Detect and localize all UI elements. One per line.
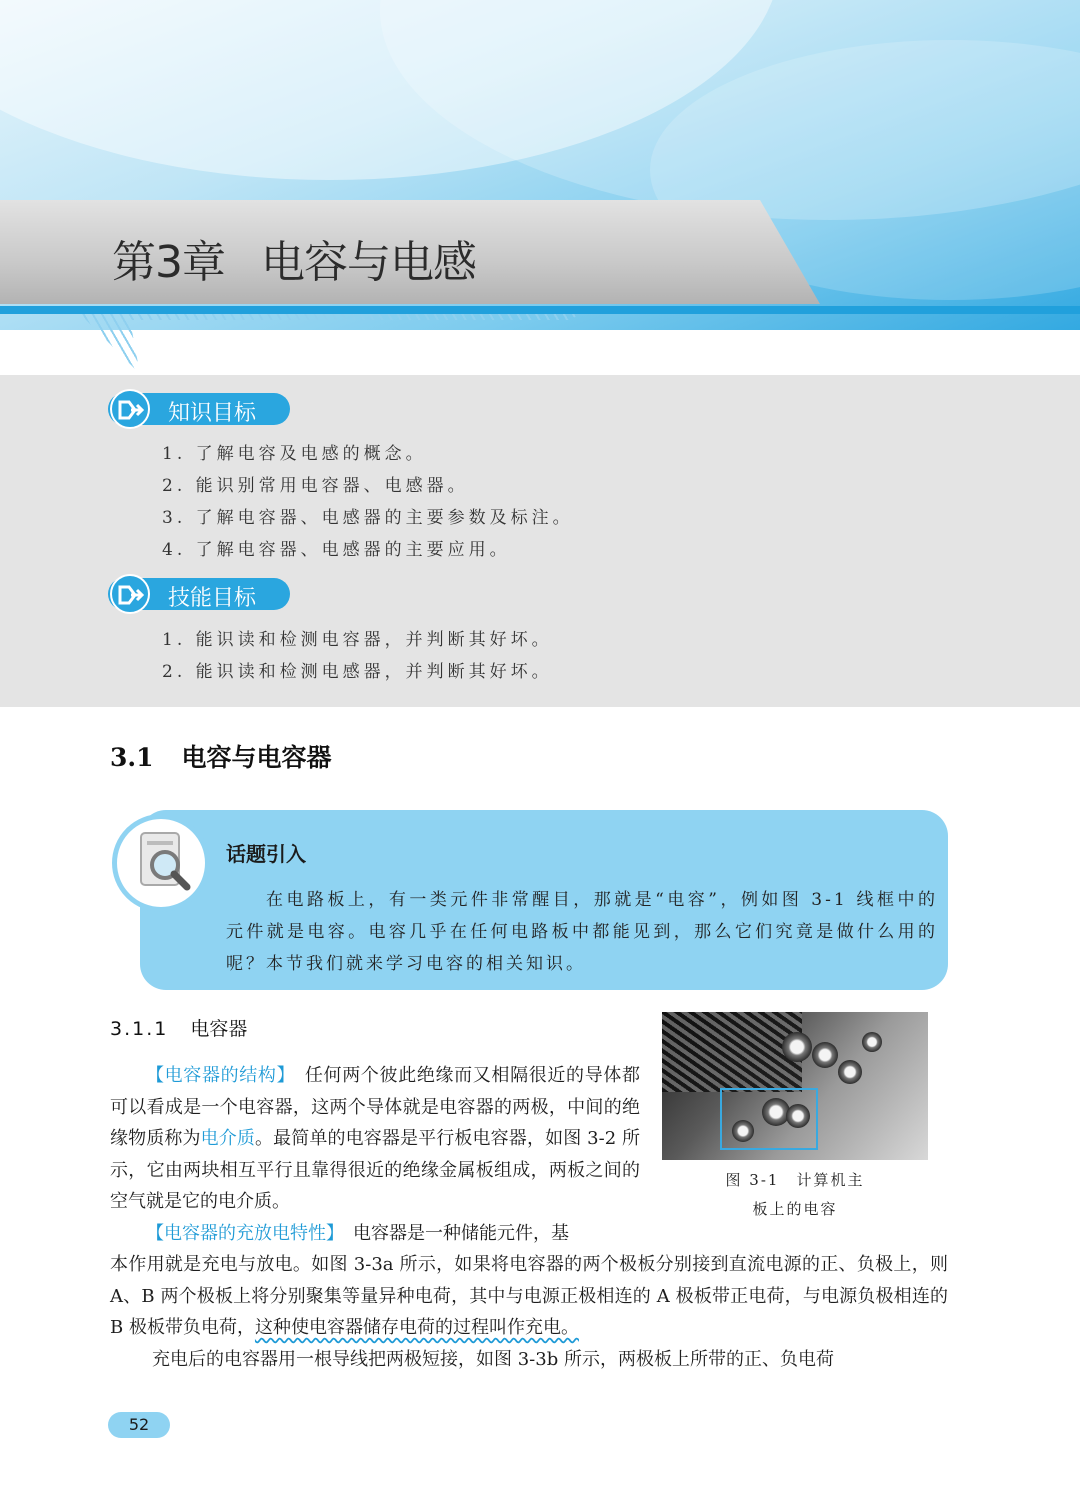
charging-definition: 这种使电容器储存电荷的过程叫作充电。 bbox=[254, 1317, 579, 1338]
subsection-title: 电容器 bbox=[190, 1018, 248, 1040]
knowledge-objectives-tag bbox=[108, 393, 290, 425]
section-heading bbox=[110, 738, 332, 774]
section-number: 3.1 bbox=[110, 743, 154, 772]
chapter-number: 第3章 bbox=[112, 237, 225, 288]
motherboard-photo bbox=[662, 1012, 928, 1160]
term-dielectric: 电介质 bbox=[200, 1128, 256, 1149]
paragraph-tag: 【电容器的结构】 bbox=[146, 1065, 287, 1086]
chapter-name: 电容与电感 bbox=[261, 237, 476, 288]
arrow-icon bbox=[110, 574, 150, 614]
paragraph-discharge: 充电后的电容器用一根导线把两极短接，如图 3-3b 所示，两极板上所带的正、负电荷 bbox=[152, 1349, 834, 1370]
subsection-heading bbox=[110, 1014, 247, 1041]
knowledge-objectives-label: 知识目标 bbox=[168, 401, 257, 426]
header-divider bbox=[0, 306, 1080, 314]
list-item: 4. 了解电容器、电感器的主要应用。 bbox=[162, 540, 511, 560]
list-item: 2. 能识读和检测电感器，并判断其好坏。 bbox=[162, 662, 553, 682]
list-item: 1. 了解电容及电感的概念。 bbox=[162, 444, 427, 464]
list-item: 1. 能识读和检测电容器，并判断其好坏。 bbox=[162, 630, 553, 650]
paragraph-charge-discharge: 本作用就是充电与放电。如图 3-3a 所示，如果将电容器的两个极板分别接到直流电源的正、负极上，则 A、B 两个极板上将分别聚集等量异种电荷，其中与电源正极相连的 A 极板带正电荷，与电源负极相连的 B 极板带负电荷，这种使电容器储存电荷的过程叫作充电。 bbox=[110, 1254, 948, 1338]
objectives-panel bbox=[0, 375, 1080, 707]
magnifier-icon bbox=[112, 814, 210, 912]
paragraph-tag: 【电容器的充放电特性】 bbox=[146, 1223, 335, 1244]
skill-objectives-list bbox=[162, 624, 553, 688]
subsection-number: 3.1.1 bbox=[110, 1018, 169, 1040]
knowledge-objectives-list bbox=[162, 438, 574, 566]
skill-objectives-label: 技能目标 bbox=[168, 586, 257, 611]
list-item: 3. 了解电容器、电感器的主要参数及标注。 bbox=[162, 508, 574, 528]
figure-caption: 图 3-1 计算机主 板上的电容 bbox=[725, 1171, 865, 1218]
arrow-icon bbox=[110, 389, 150, 429]
topic-text: 在电路板上，有一类元件非常醒目，那就是“电容”，例如图 3-1 线框中的元件就是电容。电容几乎在任何电路板中都能见到，那么它们究竟是做什么用的呢？本节我们就来学习电容的相关知识。 bbox=[226, 890, 938, 974]
list-item: 2. 能识别常用电容器、电感器。 bbox=[162, 476, 469, 496]
capacitor-highlight-frame bbox=[720, 1088, 818, 1150]
chapter-title bbox=[112, 226, 476, 290]
paragraph-charge-discharge-intro: 【电容器的充放电特性】 电容器是一种储能元件，基 bbox=[146, 1223, 569, 1244]
topic-title: 话题引入 bbox=[226, 842, 306, 866]
page-number: 52 bbox=[108, 1412, 170, 1438]
paragraph-capacitor-structure: 【电容器的结构】 任何两个彼此绝缘而又相隔很近的导体都可以看成是一个电容器，这两个导体就是电容器的两极，中间的绝缘物质称为电介质。最简单的电容器是平行板电容器，如图 3-2 所示，它由两块相互平行且靠得很近的绝缘金属板组成，两板之间的空气就是它的电介质。 bbox=[110, 1065, 641, 1212]
skill-objectives-tag bbox=[108, 578, 290, 610]
section-title: 电容与电容器 bbox=[181, 743, 332, 772]
